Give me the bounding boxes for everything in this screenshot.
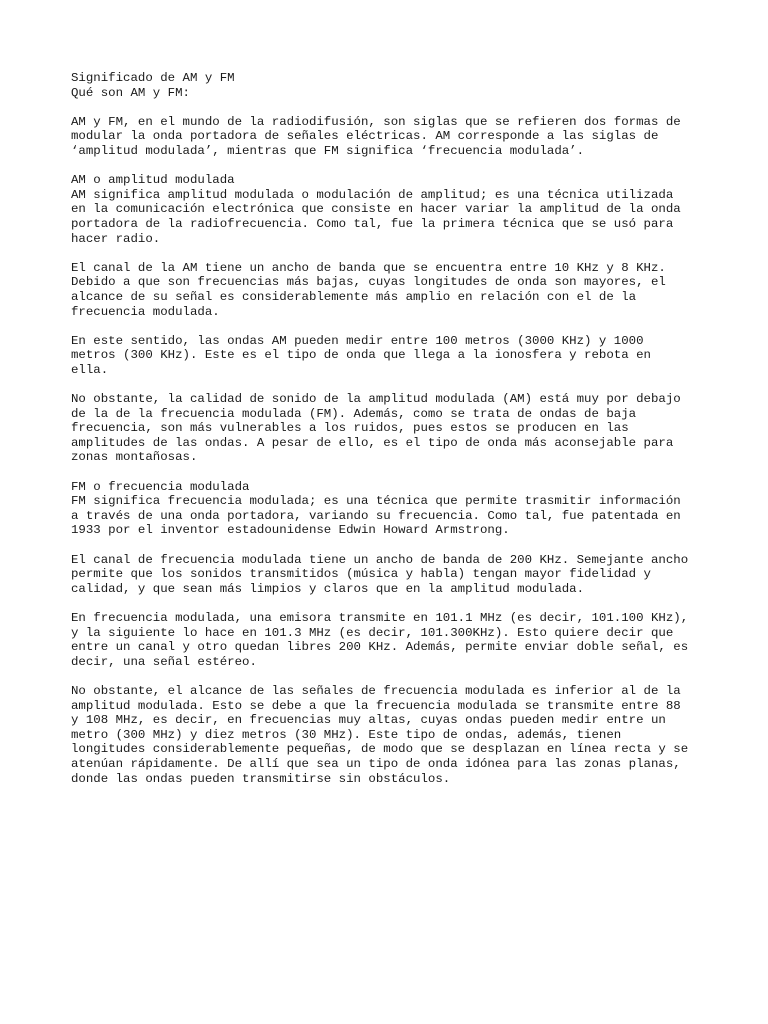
title-block	[71, 71, 721, 100]
text-line: amplitudes de las ondas. A pesar de ello, es el tipo de onda más aconsejable para	[71, 435, 674, 450]
text-line: calidad, y que sean más limpios y claros que en la amplitud modulada.	[71, 581, 585, 596]
document-title: Significado de AM y FM	[71, 71, 235, 85]
text-line: frecuencia modulada.	[71, 304, 220, 319]
text-line: portadora de la radiofrecuencia. Como tal, fue la primera técnica que se usó para	[71, 216, 674, 231]
text-line: de la de la frecuencia modulada (FM). Además, como se trata de ondas de baja	[71, 406, 637, 421]
text-line: metros (300 KHz). Este es el tipo de onda que llega a la ionosfera y rebota en	[71, 348, 651, 363]
text-line: El canal de frecuencia modulada tiene un ancho de banda de 200 KHz. Semejante ancho	[71, 552, 689, 567]
text-line: ‘amplitud modulada’, mientras que FM significa ‘frecuencia modulada’.	[71, 143, 585, 158]
paragraph-am-quality	[71, 392, 721, 465]
text-line: a través de una onda portadora, variando su frecuencia. Como tal, fue patentada en	[71, 508, 681, 523]
text-line: hacer radio.	[71, 231, 161, 246]
text-line: Debido a que son frecuencias más bajas, cuyas longitudes de onda son mayores, el	[71, 275, 666, 290]
text-line: y 108 MHz, es decir, en frecuencias muy altas, cuyas ondas pueden medir entre un	[71, 713, 666, 728]
text-line: en la comunicación electrónica que consiste en hacer variar la amplitud de la onda	[71, 202, 681, 217]
text-line: En frecuencia modulada, una emisora transmite en 101.1 MHz (es decir, 101.100 KHz),	[71, 610, 689, 625]
text-line: No obstante, la calidad de sonido de la amplitud modulada (AM) está muy por debajo	[71, 392, 681, 407]
text-line: entre un canal y otro quedan libres 200 KHz. Además, permite enviar doble señal, es	[71, 640, 689, 655]
text-line: ella.	[71, 362, 109, 377]
text-line: frecuencia, son más vulnerables a los ruidos, pues estos se producen en las	[71, 421, 629, 436]
paragraph-fm-range	[71, 684, 721, 786]
text-line: El canal de la AM tiene un ancho de banda que se encuentra entre 10 KHz y 8 KHz.	[71, 260, 666, 275]
paragraph-intro	[71, 115, 721, 159]
text-line: zonas montañosas.	[71, 450, 198, 465]
paragraph-fm-stations	[71, 611, 721, 669]
text-line: AM significa amplitud modulada o modulación de amplitud; es una técnica utilizada	[71, 187, 674, 202]
section-heading-am: AM o amplitud modulada	[71, 173, 235, 188]
text-line: metro (300 MHz) y diez metros (30 MHz). Este tipo de ondas, además, tienen	[71, 727, 622, 742]
text-line: donde las ondas pueden transmitirse sin obstáculos.	[71, 771, 451, 786]
text-line: modular la onda portadora de señales eléctricas. AM corresponde a las siglas de	[71, 129, 659, 144]
text-line: amplitud modulada. Esto se debe a que la frecuencia modulada se transmite entre 88	[71, 698, 681, 713]
text-line: En este sentido, las ondas AM pueden medir entre 100 metros (3000 KHz) y 1000	[71, 333, 644, 348]
paragraph-fm-bandwidth	[71, 553, 721, 597]
text-line: 1933 por el inventor estadounidense Edwin Howard Armstrong.	[71, 523, 510, 538]
document-subtitle: Qué son AM y FM:	[71, 85, 190, 100]
text-line: atenúan rápidamente. De allí que sea un tipo de onda idónea para las zonas planas,	[71, 756, 681, 771]
text-line: FM significa frecuencia modulada; es una técnica que permite trasmitir información	[71, 494, 681, 509]
paragraph-am-waves	[71, 334, 721, 378]
paragraph-am-bandwidth	[71, 261, 721, 319]
text-line: y la siguiente lo hace en 101.3 MHz (es decir, 101.300KHz). Esto quiere decir que	[71, 625, 674, 640]
document-page	[71, 71, 721, 801]
text-line: decir, una señal estéreo.	[71, 654, 257, 669]
section-am	[71, 173, 721, 246]
text-line: AM y FM, en el mundo de la radiodifusión, son siglas que se refieren dos formas de	[71, 114, 681, 129]
text-line: longitudes considerablemente pequeñas, de modo que se desplazan en línea recta y se	[71, 742, 689, 757]
section-fm	[71, 480, 721, 538]
text-line: alcance de su señal es considerablemente más amplio en relación con el de la	[71, 289, 637, 304]
section-heading-fm: FM o frecuencia modulada	[71, 479, 250, 494]
text-line: No obstante, el alcance de las señales de frecuencia modulada es inferior al de la	[71, 683, 681, 698]
text-line: permite que los sonidos transmitidos (música y habla) tengan mayor fidelidad y	[71, 567, 651, 582]
